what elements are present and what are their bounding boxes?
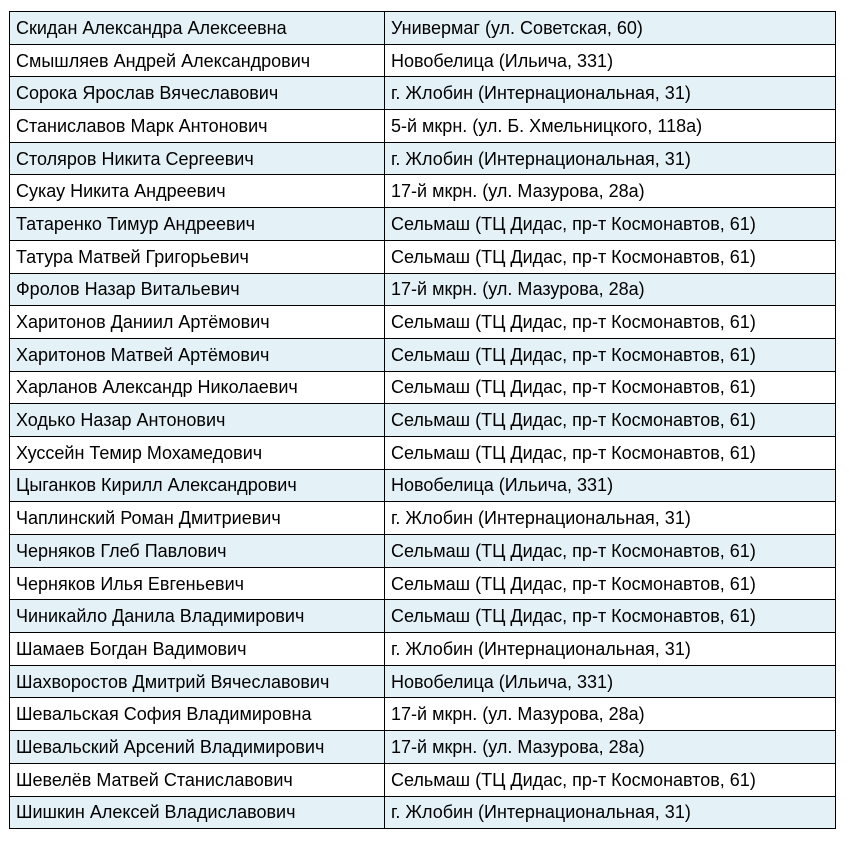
location-cell[interactable]: г. Жлобин (Интернациональная, 31) bbox=[385, 142, 836, 175]
location-cell[interactable]: Сельмаш (ТЦ Дидас, пр-т Космонавтов, 61) bbox=[385, 600, 836, 633]
student-name-cell[interactable]: Харланов Александр Николаевич bbox=[10, 371, 385, 404]
table-row[interactable] bbox=[10, 273, 836, 306]
table-row[interactable] bbox=[10, 77, 836, 110]
location-cell[interactable]: Сельмаш (ТЦ Дидас, пр-т Космонавтов, 61) bbox=[385, 371, 836, 404]
student-name-cell[interactable]: Татаренко Тимур Андреевич bbox=[10, 208, 385, 241]
location-cell[interactable]: Сельмаш (ТЦ Дидас, пр-т Космонавтов, 61) bbox=[385, 436, 836, 469]
location-cell[interactable]: г. Жлобин (Интернациональная, 31) bbox=[385, 633, 836, 666]
table-row[interactable] bbox=[10, 44, 836, 77]
location-cell[interactable]: Сельмаш (ТЦ Дидас, пр-т Космонавтов, 61) bbox=[385, 306, 836, 339]
student-name-cell[interactable]: Столяров Никита Сергеевич bbox=[10, 142, 385, 175]
student-name-cell[interactable]: Шевальский Арсений Владимирович bbox=[10, 731, 385, 764]
student-name-cell[interactable]: Ходько Назар Антонович bbox=[10, 404, 385, 437]
student-name-cell[interactable]: Цыганков Кирилл Александрович bbox=[10, 469, 385, 502]
student-name-cell[interactable]: Хуссейн Темир Мохамедович bbox=[10, 436, 385, 469]
table-row[interactable] bbox=[10, 567, 836, 600]
table-row[interactable] bbox=[10, 110, 836, 143]
table-row[interactable] bbox=[10, 469, 836, 502]
location-cell[interactable]: Сельмаш (ТЦ Дидас, пр-т Космонавтов, 61) bbox=[385, 240, 836, 273]
student-name-cell[interactable]: Черняков Глеб Павлович bbox=[10, 535, 385, 568]
student-name-cell[interactable]: Сорока Ярослав Вячеславович bbox=[10, 77, 385, 110]
student-name-cell[interactable]: Шамаев Богдан Вадимович bbox=[10, 633, 385, 666]
location-cell[interactable]: Сельмаш (ТЦ Дидас, пр-т Космонавтов, 61) bbox=[385, 338, 836, 371]
location-cell[interactable]: Сельмаш (ТЦ Дидас, пр-т Космонавтов, 61) bbox=[385, 535, 836, 568]
student-name-cell[interactable]: Чиникайло Данила Владимирович bbox=[10, 600, 385, 633]
table-row[interactable] bbox=[10, 600, 836, 633]
table-row[interactable] bbox=[10, 240, 836, 273]
student-name-cell[interactable]: Шишкин Алексей Владиславович bbox=[10, 796, 385, 829]
student-name-cell[interactable]: Сукау Никита Андреевич bbox=[10, 175, 385, 208]
location-cell[interactable]: г. Жлобин (Интернациональная, 31) bbox=[385, 796, 836, 829]
location-cell[interactable]: Сельмаш (ТЦ Дидас, пр-т Космонавтов, 61) bbox=[385, 567, 836, 600]
student-name-cell[interactable]: Харитонов Матвей Артёмович bbox=[10, 338, 385, 371]
location-cell[interactable]: 17-й мкрн. (ул. Мазурова, 28а) bbox=[385, 175, 836, 208]
table-row[interactable] bbox=[10, 665, 836, 698]
table-row[interactable] bbox=[10, 698, 836, 731]
student-name-cell[interactable]: Чаплинский Роман Дмитриевич bbox=[10, 502, 385, 535]
table-row[interactable] bbox=[10, 12, 836, 45]
location-cell[interactable]: Универмаг (ул. Советская, 60) bbox=[385, 12, 836, 45]
table-body bbox=[10, 12, 836, 829]
location-cell[interactable]: 5-й мкрн. (ул. Б. Хмельницкого, 118а) bbox=[385, 110, 836, 143]
location-cell[interactable]: Сельмаш (ТЦ Дидас, пр-т Космонавтов, 61) bbox=[385, 208, 836, 241]
location-cell[interactable]: Новобелица (Ильича, 331) bbox=[385, 665, 836, 698]
student-name-cell[interactable]: Скидан Александра Алексеевна bbox=[10, 12, 385, 45]
table-row[interactable] bbox=[10, 208, 836, 241]
student-location-table bbox=[9, 11, 836, 829]
location-cell[interactable]: Новобелица (Ильича, 331) bbox=[385, 469, 836, 502]
student-name-cell[interactable]: Фролов Назар Витальевич bbox=[10, 273, 385, 306]
table-row[interactable] bbox=[10, 371, 836, 404]
student-name-cell[interactable]: Харитонов Даниил Артёмович bbox=[10, 306, 385, 339]
location-cell[interactable]: Новобелица (Ильича, 331) bbox=[385, 44, 836, 77]
table-row[interactable] bbox=[10, 142, 836, 175]
spreadsheet bbox=[9, 11, 835, 829]
student-name-cell[interactable]: Татура Матвей Григорьевич bbox=[10, 240, 385, 273]
student-name-cell[interactable]: Шевелёв Матвей Станиславович bbox=[10, 763, 385, 796]
student-name-cell[interactable]: Шахворостов Дмитрий Вячеславович bbox=[10, 665, 385, 698]
student-name-cell[interactable]: Черняков Илья Евгеньевич bbox=[10, 567, 385, 600]
student-name-cell[interactable]: Станиславов Марк Антонович bbox=[10, 110, 385, 143]
table-row[interactable] bbox=[10, 731, 836, 764]
table-row[interactable] bbox=[10, 436, 836, 469]
location-cell[interactable]: 17-й мкрн. (ул. Мазурова, 28а) bbox=[385, 698, 836, 731]
location-cell[interactable]: 17-й мкрн. (ул. Мазурова, 28а) bbox=[385, 273, 836, 306]
location-cell[interactable]: 17-й мкрн. (ул. Мазурова, 28а) bbox=[385, 731, 836, 764]
table-row[interactable] bbox=[10, 175, 836, 208]
location-cell[interactable]: Сельмаш (ТЦ Дидас, пр-т Космонавтов, 61) bbox=[385, 763, 836, 796]
location-cell[interactable]: г. Жлобин (Интернациональная, 31) bbox=[385, 77, 836, 110]
student-name-cell[interactable]: Шевальская София Владимировна bbox=[10, 698, 385, 731]
location-cell[interactable]: г. Жлобин (Интернациональная, 31) bbox=[385, 502, 836, 535]
table-row[interactable] bbox=[10, 535, 836, 568]
table-row[interactable] bbox=[10, 404, 836, 437]
student-name-cell[interactable]: Смышляев Андрей Александрович bbox=[10, 44, 385, 77]
table-row[interactable] bbox=[10, 338, 836, 371]
table-row[interactable] bbox=[10, 502, 836, 535]
table-row[interactable] bbox=[10, 306, 836, 339]
table-row[interactable] bbox=[10, 763, 836, 796]
table-row[interactable] bbox=[10, 796, 836, 829]
table-row[interactable] bbox=[10, 633, 836, 666]
location-cell[interactable]: Сельмаш (ТЦ Дидас, пр-т Космонавтов, 61) bbox=[385, 404, 836, 437]
